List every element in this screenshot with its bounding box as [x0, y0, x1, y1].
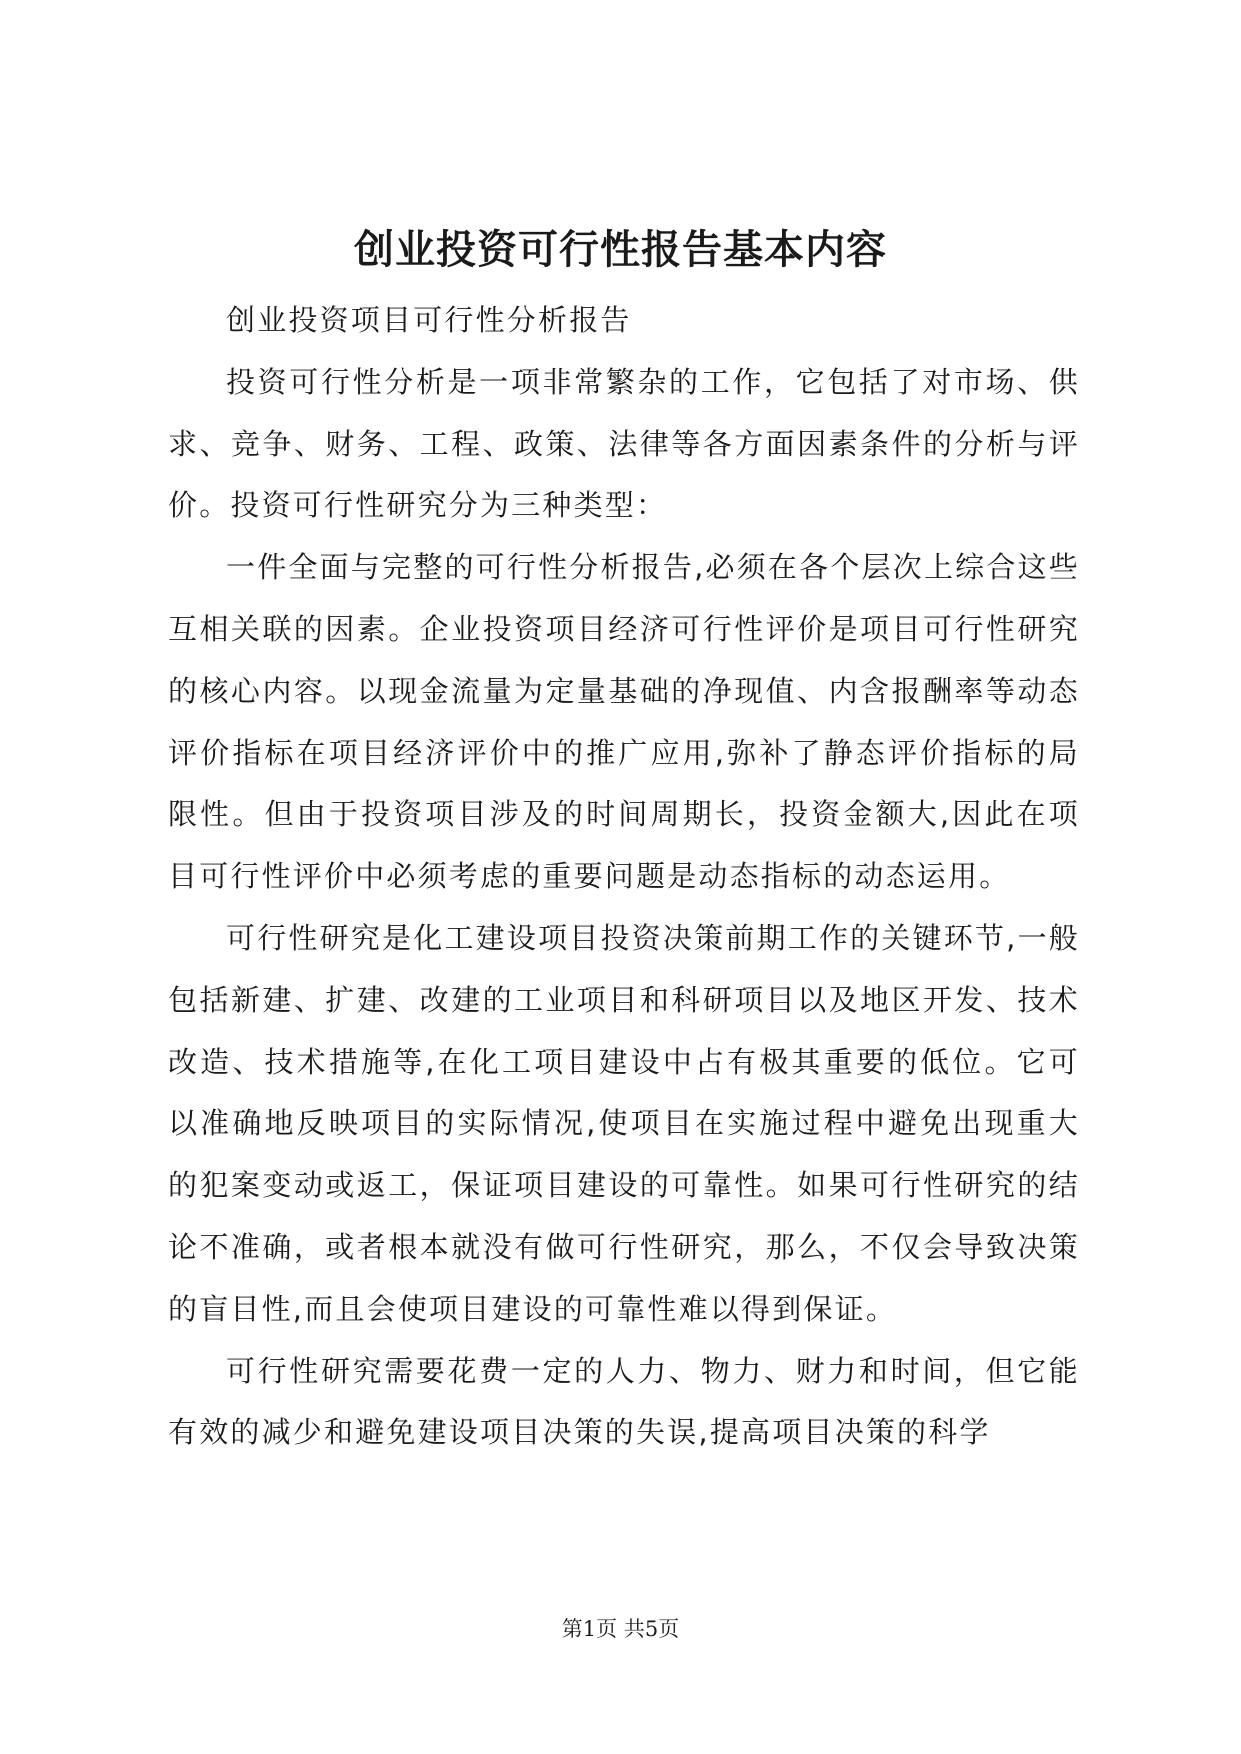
paragraph: 可行性研究需要花费一定的人力、物力、财力和时间，但它能有效的减少和避免建设项目决策的失误,提高项目决策的科学: [168, 1353, 1080, 1450]
document-body: [168, 290, 1080, 1464]
paragraph: 一件全面与完整的可行性分析报告,必须在各个层次上综合这些互相关联的因素。企业投资项目经济可行性评价是项目可行性研究的核心内容。以现金流量为定量基础的净现值、内含报酬率等动态评价指标在项目经济评价中的推广应用,弥补了静态评价指标的局限性。但由于投资项目涉及的时间周期长，投资金额大,因此在项目可行性评价中必须考虑的重要问题是动态指标的动态运用。: [168, 550, 1080, 894]
document-title: 创业投资可行性报告基本内容: [354, 226, 887, 273]
paragraph-subtitle: 创业投资项目可行性分析报告: [226, 303, 632, 337]
paragraph: 可行性研究是化工建设项目投资决策前期工作的关键环节,一般包括新建、扩建、改建的工业项目和科研项目以及地区开发、技术改造、技术措施等,在化工项目建设中占有极其重要的低位。它可以准确地反映项目的实际情况,使项目在实施过程中避免出现重大的犯案变动或返工，保证项目建设的可靠性。如果可行性研究的结论不准确，或者根本就没有做可行性研究，那么，不仅会导致决策的盲目性,而且会使项目建设的可靠性难以得到保证。: [168, 920, 1080, 1326]
page-number-footer: 第1页 共5页: [561, 1617, 680, 1641]
paragraph: 投资可行性分析是一项非常繁杂的工作，它包括了对市场、供求、竞争、财务、工程、政策、法律等各方面因素条件的分析与评价。投资可行性研究分为三种类型：: [168, 364, 1080, 523]
